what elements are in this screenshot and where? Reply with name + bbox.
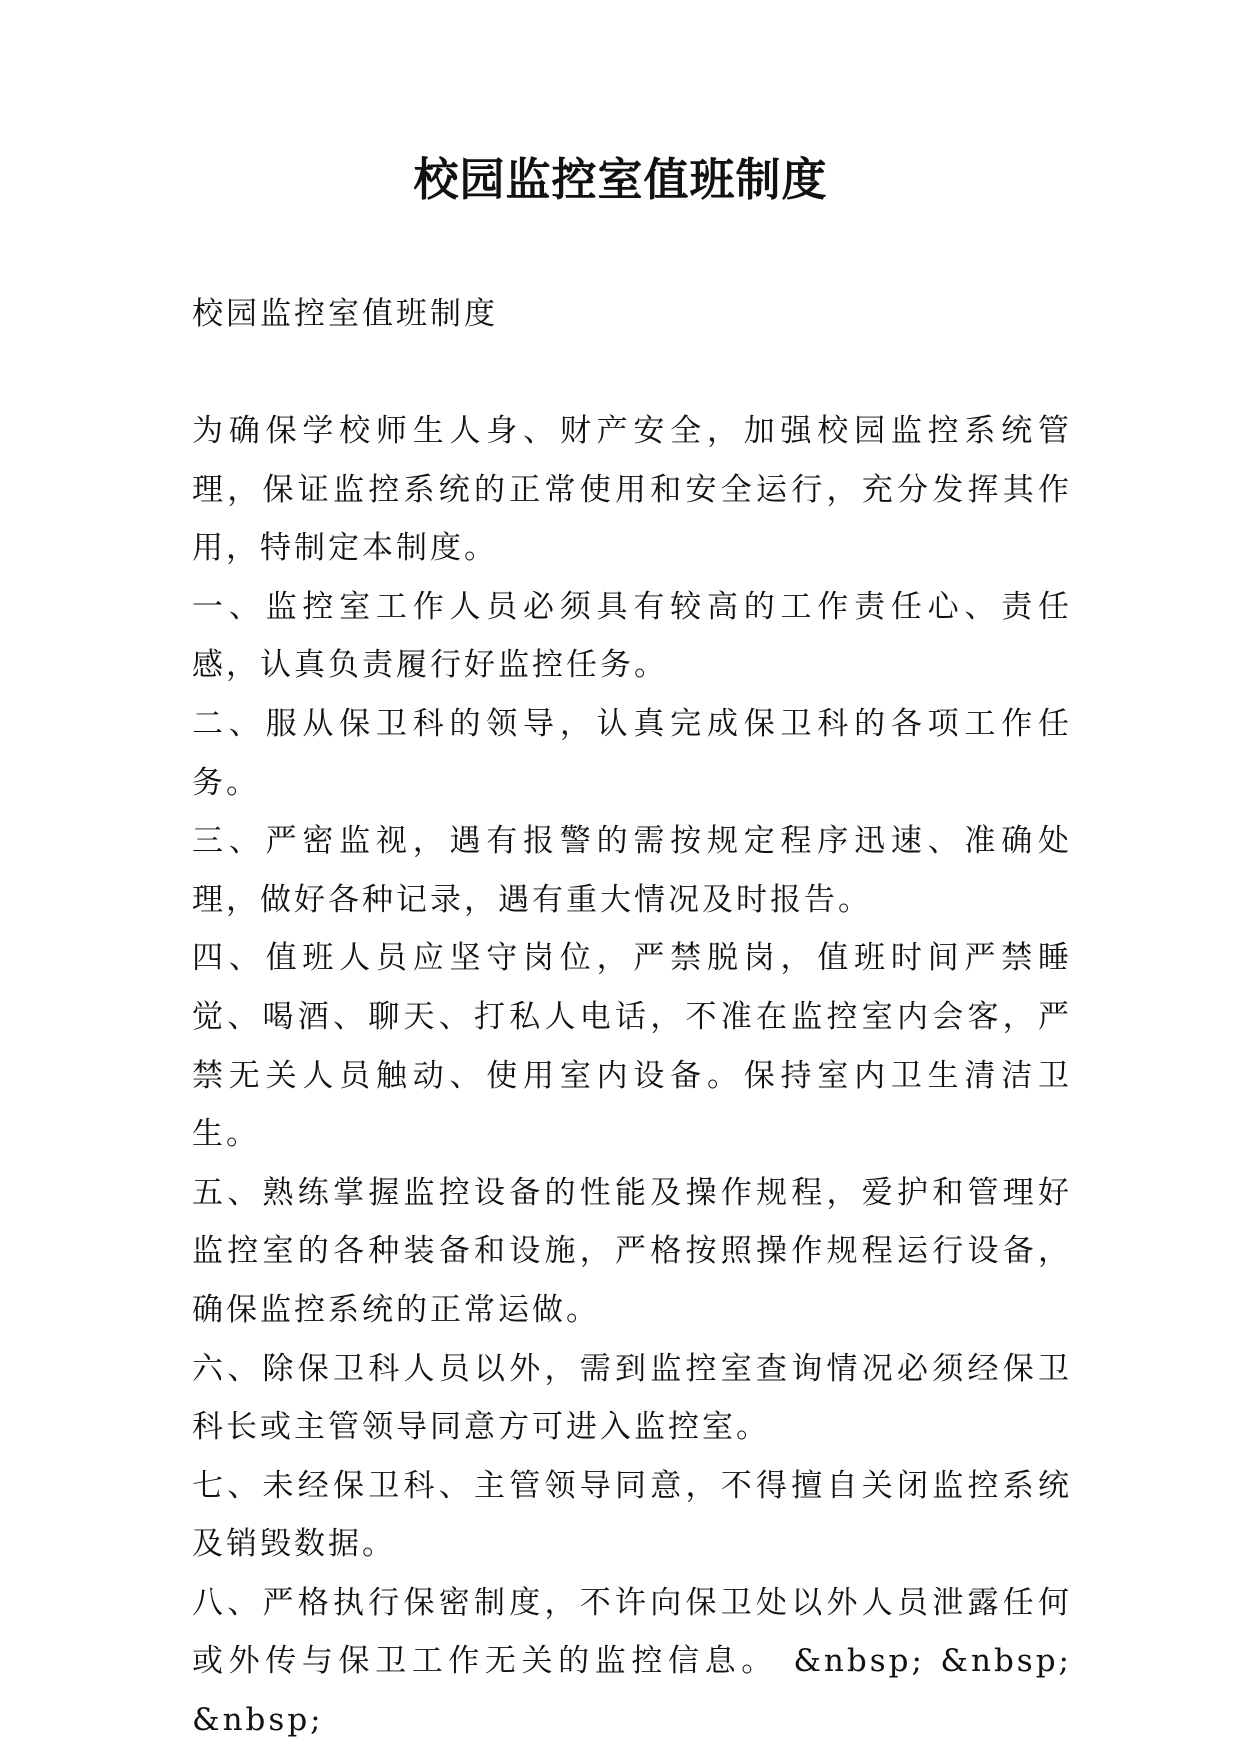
paragraph-item-3: 三、严密监视，遇有报警的需按规定程序迅速、准确处理，做好各种记录，遇有重大情况及时报告。	[192, 823, 1072, 918]
paragraph-item-2: 二、服从保卫科的领导，认真完成保卫科的各项工作任务。	[192, 705, 1072, 801]
paragraph-item-4: 四、值班人员应坚守岗位，严禁脱岗，值班时间严禁睡觉、喝酒、聊天、打私人电话，不准在监控室内会客，严禁无关人员触动、使用室内设备。保持室内卫生清洁卫生。	[192, 940, 1072, 1153]
paragraph-item-1: 一、监控室工作人员必须具有较高的工作责任心、责任感，认真负责履行好监控任务。	[192, 588, 1072, 684]
document-body	[192, 285, 1072, 1750]
paragraph-item-8: 八、严格执行保密制度，不许向保卫处以外人员泄露任何或外传与保卫工作无关的监控信息。 &nbsp; &nbsp; &nbsp;	[192, 1584, 1072, 1739]
paragraph-item-6: 六、除保卫科人员以外，需到监控室查询情况必须经保卫科长或主管领导同意方可进入监控室。	[192, 1350, 1072, 1446]
paragraph-item-7: 七、未经保卫科、主管领导同意，不得擅自关闭监控系统及销毁数据。	[192, 1467, 1072, 1563]
document-title: 校园监控室值班制度	[413, 153, 828, 206]
paragraph-intro: 为确保学校师生人身、财产安全，加强校园监控系统管理，保证监控系统的正常使用和安全运行，充分发挥其作用，特制定本制度。	[192, 413, 1072, 567]
paragraph-item-5: 五、熟练掌握监控设备的性能及操作规程，爱护和管理好监控室的各种装备和设施，严格按照操作规程运行设备，确保监控系统的正常运做。	[192, 1174, 1072, 1328]
document-subtitle: 校园监控室值班制度	[192, 296, 498, 332]
paragraph-spacer	[192, 343, 1072, 402]
